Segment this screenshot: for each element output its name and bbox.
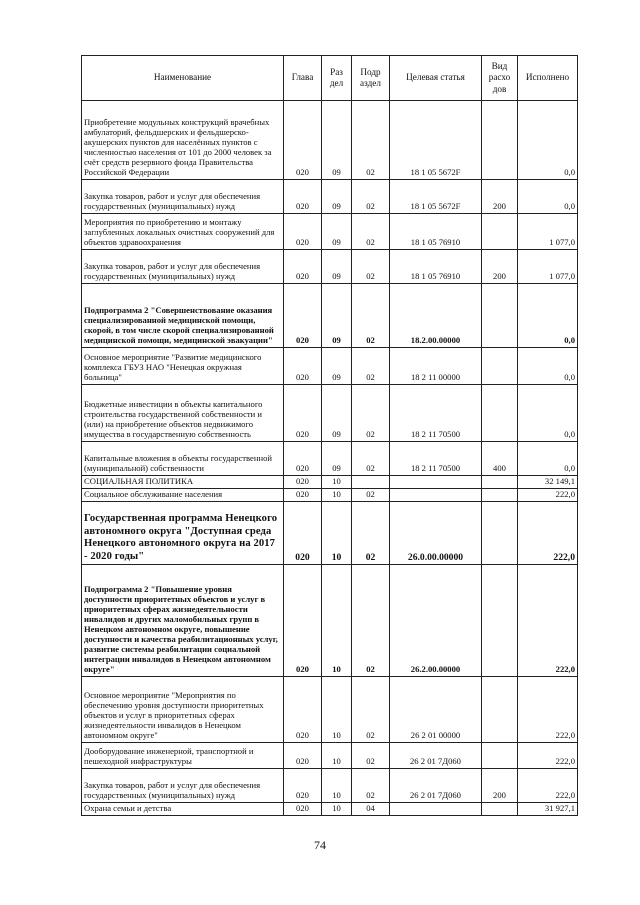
row-razdel: 10: [322, 565, 352, 677]
row-glava: 020: [284, 101, 322, 180]
row-name: Бюджетные инвестиции в объекты капитального строительства государственной собственности и (или) на приобретение объектов недвижимого имущества в государственную собственность: [82, 385, 284, 442]
header-ispolneno: Исполнено: [518, 56, 578, 101]
row-tselevaya: [390, 803, 482, 816]
row-vid: [482, 743, 518, 769]
row-razdel: 09: [322, 385, 352, 442]
table-row: [82, 476, 578, 489]
row-vid: [482, 348, 518, 385]
row-ispolneno: 31 927,1: [518, 803, 578, 816]
row-podrazdel: 02: [352, 214, 390, 250]
row-glava: 020: [284, 803, 322, 816]
row-tselevaya: 26 2 01 7Д060: [390, 769, 482, 803]
row-ispolneno: 0,0: [518, 348, 578, 385]
row-vid: 200: [482, 769, 518, 803]
row-vid: [482, 803, 518, 816]
row-razdel: 09: [322, 214, 352, 250]
row-tselevaya: 18 1 05 76910: [390, 214, 482, 250]
row-name: СОЦИАЛЬНАЯ ПОЛИТИКА: [82, 476, 284, 489]
table-body: [82, 101, 578, 816]
row-vid: 200: [482, 180, 518, 214]
row-podrazdel: 02: [352, 677, 390, 743]
row-vid: 400: [482, 442, 518, 476]
table-row: [82, 565, 578, 677]
row-ispolneno: 1 077,0: [518, 214, 578, 250]
row-glava: 020: [284, 348, 322, 385]
row-tselevaya: [390, 489, 482, 502]
row-vid: [482, 284, 518, 348]
row-vid: [482, 214, 518, 250]
table-row: [82, 348, 578, 385]
row-name: Закупка товаров, работ и услуг для обеспечения государственных (муниципальных) нужд: [82, 769, 284, 803]
row-name: Подпрограмма 2 "Совершенствование оказания специализированной медицинской помощи, скорой, в том числе скорой специализированной медицинской помощи, медицинской эвакуации": [82, 284, 284, 348]
header-tselevaya: Целевая статья: [390, 56, 482, 101]
row-ispolneno: 222,0: [518, 769, 578, 803]
table-row: [82, 442, 578, 476]
table-header-row: [82, 56, 578, 101]
table-row: [82, 803, 578, 816]
row-podrazdel: [352, 476, 390, 489]
row-razdel: 10: [322, 489, 352, 502]
row-tselevaya: 18 2 11 00000: [390, 348, 482, 385]
row-name: Государственная программа Ненецкого автономного округа "Доступная среда Ненецкого автономного округа на 2017 - 2020 годы": [82, 502, 284, 565]
row-tselevaya: 18 2 11 70500: [390, 442, 482, 476]
row-tselevaya: 26 2 01 00000: [390, 677, 482, 743]
row-tselevaya: [390, 476, 482, 489]
header-razdel: Раз дел: [322, 56, 352, 101]
row-name: Основное мероприятие "Мероприятия по обеспечению уровня доступности приоритетных объектов и услуг в приоритетных сферах жизнедеятельности инвалидов в Ненецком автономном округе": [82, 677, 284, 743]
row-ispolneno: 32 149,1: [518, 476, 578, 489]
row-vid: [482, 385, 518, 442]
page-number: 74: [314, 838, 326, 852]
row-ispolneno: 0,0: [518, 442, 578, 476]
table-row: [82, 502, 578, 565]
row-name: Закупка товаров, работ и услуг для обеспечения государственных (муниципальных) нужд: [82, 250, 284, 284]
row-ispolneno: 1 077,0: [518, 250, 578, 284]
table-row: [82, 101, 578, 180]
row-podrazdel: 02: [352, 502, 390, 565]
row-glava: 020: [284, 677, 322, 743]
row-ispolneno: 222,0: [518, 489, 578, 502]
row-name: Подпрограмма 2 "Повышение уровня доступности приоритетных объектов и услуг в приоритетных сферах жизнедеятельности инвалидов и других маломобильных групп в Ненецком автономном округе, повышение доступности и качества реабилитационных услуг, развитие системы реабилитации социальной интеграции инвалидов в Ненецком автономном округе": [82, 565, 284, 677]
row-razdel: 10: [322, 502, 352, 565]
row-tselevaya: 26.0.00.00000: [390, 502, 482, 565]
row-glava: 020: [284, 442, 322, 476]
row-vid: [482, 502, 518, 565]
row-razdel: 10: [322, 803, 352, 816]
row-razdel: 09: [322, 284, 352, 348]
row-tselevaya: 26 2 01 7Д060: [390, 743, 482, 769]
table-row: [82, 385, 578, 442]
row-podrazdel: 02: [352, 385, 390, 442]
row-tselevaya: 18 1 05 76910: [390, 250, 482, 284]
row-razdel: 09: [322, 250, 352, 284]
row-glava: 020: [284, 180, 322, 214]
table-row: [82, 769, 578, 803]
budget-table: [81, 55, 578, 816]
row-podrazdel: 02: [352, 284, 390, 348]
row-tselevaya: 26.2.00.00000: [390, 565, 482, 677]
row-ispolneno: 222,0: [518, 565, 578, 677]
row-podrazdel: 02: [352, 348, 390, 385]
row-glava: 020: [284, 476, 322, 489]
row-tselevaya: 18.2.00.00000: [390, 284, 482, 348]
table-row: [82, 250, 578, 284]
row-podrazdel: 02: [352, 489, 390, 502]
row-name: Мероприятия по приобретению и монтажу заглубленных локальных очистных сооружений для объектов здравоохранения: [82, 214, 284, 250]
row-glava: 020: [284, 250, 322, 284]
row-ispolneno: 0,0: [518, 101, 578, 180]
table-row: [82, 489, 578, 502]
row-glava: 020: [284, 214, 322, 250]
row-glava: 020: [284, 385, 322, 442]
row-podrazdel: 02: [352, 565, 390, 677]
row-name: Охрана семьи и детства: [82, 803, 284, 816]
row-razdel: 10: [322, 677, 352, 743]
row-ispolneno: 0,0: [518, 180, 578, 214]
row-razdel: 09: [322, 180, 352, 214]
row-tselevaya: 18 2 11 70500: [390, 385, 482, 442]
row-ispolneno: 222,0: [518, 677, 578, 743]
row-name: Закупка товаров, работ и услуг для обеспечения государственных (муниципальных) нужд: [82, 180, 284, 214]
row-tselevaya: 18 1 05 5672F: [390, 180, 482, 214]
row-razdel: 09: [322, 348, 352, 385]
row-glava: 020: [284, 743, 322, 769]
table-row: [82, 284, 578, 348]
row-podrazdel: 02: [352, 180, 390, 214]
row-vid: [482, 489, 518, 502]
row-glava: 020: [284, 489, 322, 502]
header-podrazdel: Подр аздел: [352, 56, 390, 101]
row-name: Капитальные вложения в объекты государственной (муниципальной) собственности: [82, 442, 284, 476]
row-ispolneno: 222,0: [518, 502, 578, 565]
row-razdel: 09: [322, 442, 352, 476]
row-vid: 200: [482, 250, 518, 284]
row-podrazdel: 02: [352, 442, 390, 476]
row-podrazdel: 04: [352, 803, 390, 816]
row-podrazdel: 02: [352, 743, 390, 769]
row-razdel: 10: [322, 769, 352, 803]
row-name: Дооборудование инженерной, транспортной и пешеходной инфраструктуры: [82, 743, 284, 769]
row-vid: [482, 101, 518, 180]
row-glava: 020: [284, 769, 322, 803]
row-tselevaya: 18 1 05 5672F: [390, 101, 482, 180]
row-glava: 020: [284, 284, 322, 348]
row-podrazdel: 02: [352, 101, 390, 180]
row-vid: [482, 565, 518, 677]
row-glava: 020: [284, 565, 322, 677]
row-ispolneno: 0,0: [518, 385, 578, 442]
header-vid: Вид расхо дов: [482, 56, 518, 101]
row-razdel: 10: [322, 476, 352, 489]
table-row: [82, 677, 578, 743]
row-ispolneno: 0,0: [518, 284, 578, 348]
row-name: Приобретение модульных конструкций врачебных амбулаторий, фельдшерских и фельдшерско-акушерских пунктов для населённых пунктов с численностью населения от 101 до 2000 человек за счёт средств резервного фонда Правительства Российской Федерации: [82, 101, 284, 180]
row-razdel: 09: [322, 101, 352, 180]
header-name: Наименование: [82, 56, 284, 101]
row-vid: [482, 677, 518, 743]
header-glava: Глава: [284, 56, 322, 101]
row-name: Основное мероприятие "Развитие медицинского комплекса ГБУЗ НАО "Ненецкая окружная больница": [82, 348, 284, 385]
row-glava: 020: [284, 502, 322, 565]
row-podrazdel: 02: [352, 250, 390, 284]
table-row: [82, 180, 578, 214]
row-podrazdel: 02: [352, 769, 390, 803]
table-row: [82, 743, 578, 769]
row-vid: [482, 476, 518, 489]
row-razdel: 10: [322, 743, 352, 769]
table-row: [82, 214, 578, 250]
row-name: Социальное обслуживание населения: [82, 489, 284, 502]
row-ispolneno: 222,0: [518, 743, 578, 769]
